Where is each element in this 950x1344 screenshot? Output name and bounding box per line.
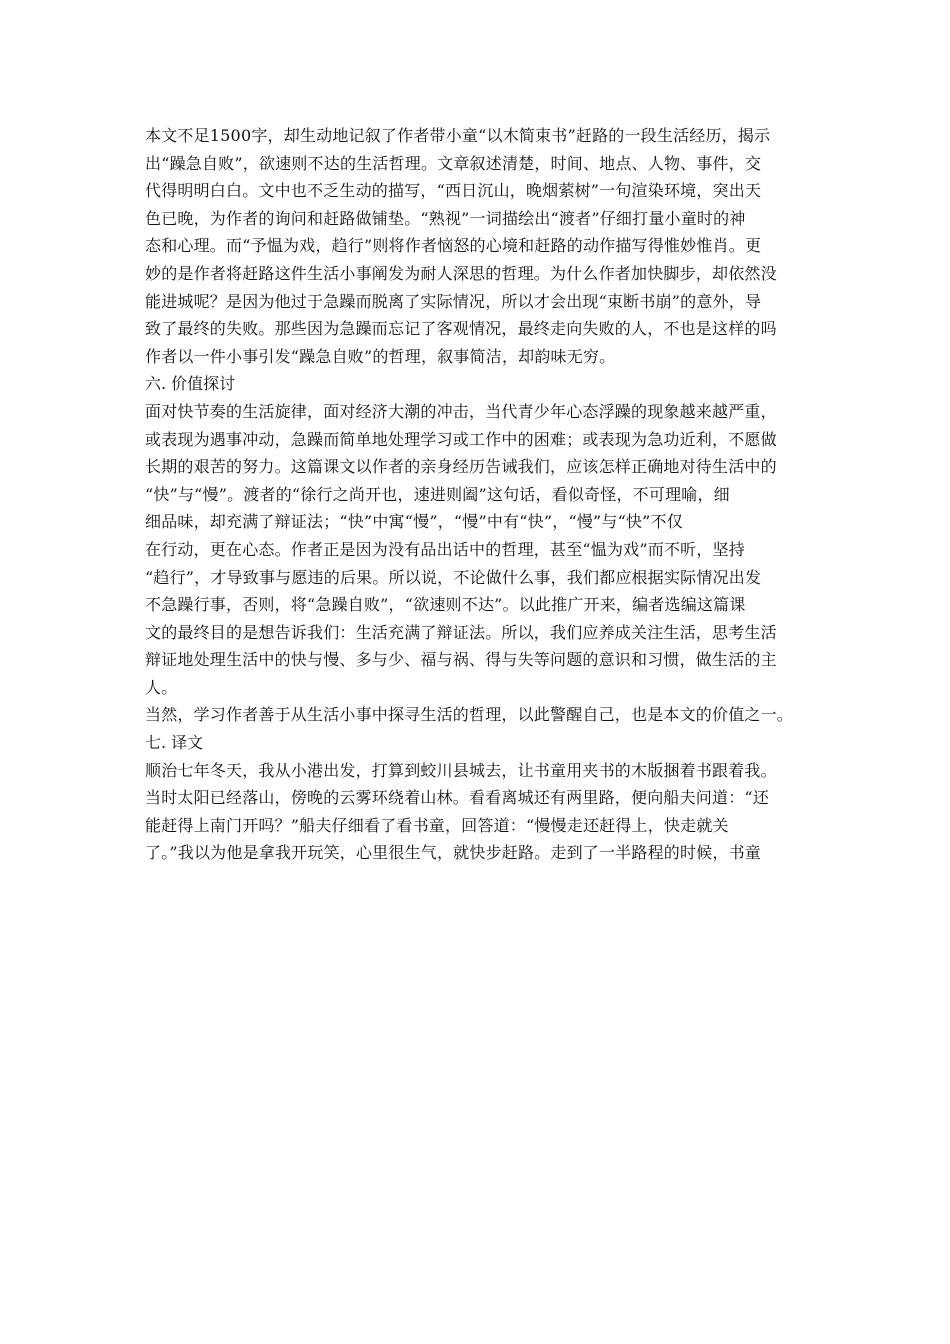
text-line: 态和心理。而“予愠为戏，趋行”则将作者恼怒的心境和赶路的动作描写得惟妙惟肖。更	[145, 236, 762, 256]
text-line: 妙的是作者将赶路这件生活小事阐发为耐人深思的哲理。为什么作者加快脚步，却依然没	[145, 263, 777, 283]
text-line: 人。	[145, 677, 178, 697]
text-line: 或表现为遇事冲动，急躁而简单地处理学习或工作中的困难；或表现为急功近利，不愿做	[145, 429, 777, 449]
translation-paragraph	[145, 757, 808, 867]
text-line: 代得明明白白。文中也不乏生动的描写，“西日沉山，晚烟萦树”一句渲染环境，突出天	[145, 181, 762, 201]
analysis-paragraph	[145, 122, 808, 370]
text-line: 作者以一件小事引发“躁急自败”的哲理，叙事简洁，却韵味无穷。	[145, 346, 616, 366]
text-line: 了。”我以为他是拿我开玩笑，心里很生气，就快步赶路。走到了一半路程的时候，书童	[145, 843, 761, 863]
text-line: 面对快节奏的生活旋律，面对经济大潮的冲击，当代青少年心态浮躁的现象越来越严重，	[145, 401, 777, 421]
text-line: 当然，学习作者善于从生活小事中探寻生活的哲理，以此警醒自己，也是本文的价值之一。	[145, 705, 794, 725]
text-line: 出“躁急自败”，欲速则不达的生活哲理。文章叙述清楚，时间、地点、人物、事件，交	[145, 153, 762, 173]
section-heading-translation: 七. 译文	[145, 733, 204, 753]
text-line: 长期的艰苦的努力。这篇课文以作者的亲身经历告诫我们，应该怎样正确地对待生活中的	[145, 457, 777, 477]
document-page	[145, 122, 808, 867]
text-line: 辩证地处理生活中的快与慢、多与少、福与祸、得与失等问题的意识和习惯，做生活的主	[145, 650, 777, 670]
text-line: 在行动，更在心态。作者正是因为没有品出话中的哲理，甚至“愠为戏”而不听，坚持	[145, 539, 745, 559]
value-closing-paragraph	[145, 701, 808, 729]
text-line: 细品味，却充满了辩证法；“快”中寓“慢”，“慢”中有“快”，“慢”与“快”不仅	[145, 512, 683, 532]
section-heading-value: 六. 价值探讨	[145, 374, 236, 394]
text-line: “趋行”，才导致事与愿违的后果。所以说，不论做什么事，我们都应根据实际情况出发	[145, 567, 762, 587]
text-line: 致了最终的失败。那些因为急躁而忘记了客观情况，最终走向失败的人，不也是这样的吗	[145, 319, 777, 339]
value-paragraph	[145, 398, 808, 702]
text-line: 色已晚，为作者的询问和赶路做铺垫。“熟视”一词描绘出“渡者”仔细打量小童时的神	[145, 208, 746, 228]
text-line: 顺治七年冬天，我从小港出发，打算到蛟川县城去，让书童用夹书的木版捆着书跟着我。	[145, 760, 777, 780]
text-line: 能赶得上南门开吗？”船夫仔细看了看书童，回答道：“慢慢走还赶得上，快走就关	[145, 815, 729, 835]
text-line: 不急躁行事，否则，将“急躁自败”，“欲速则不达”。以此推广开来，编者选编这篇课	[145, 595, 746, 615]
text-line: 当时太阳已经落山，傍晚的云雾环绕着山林。看看离城还有两里路，便向船夫问道：“还	[145, 788, 769, 808]
text-line: “快”与“慢”。渡者的“徐行之尚开也，速进则阖”这句话，看似奇怪，不可理喻，细	[145, 484, 730, 504]
text-line: 能进城呢？是因为他过于急躁而脱离了实际情况，所以才会出现“束断书崩”的意外，导	[145, 291, 762, 311]
text-line: 本文不足1500字，却生动地记叙了作者带小童“以木简束书”赶路的一段生活经历，揭示	[145, 126, 771, 145]
text-line: 文的最终目的是想告诉我们：生活充满了辩证法。所以，我们应养成关注生活，思考生活	[145, 622, 777, 642]
